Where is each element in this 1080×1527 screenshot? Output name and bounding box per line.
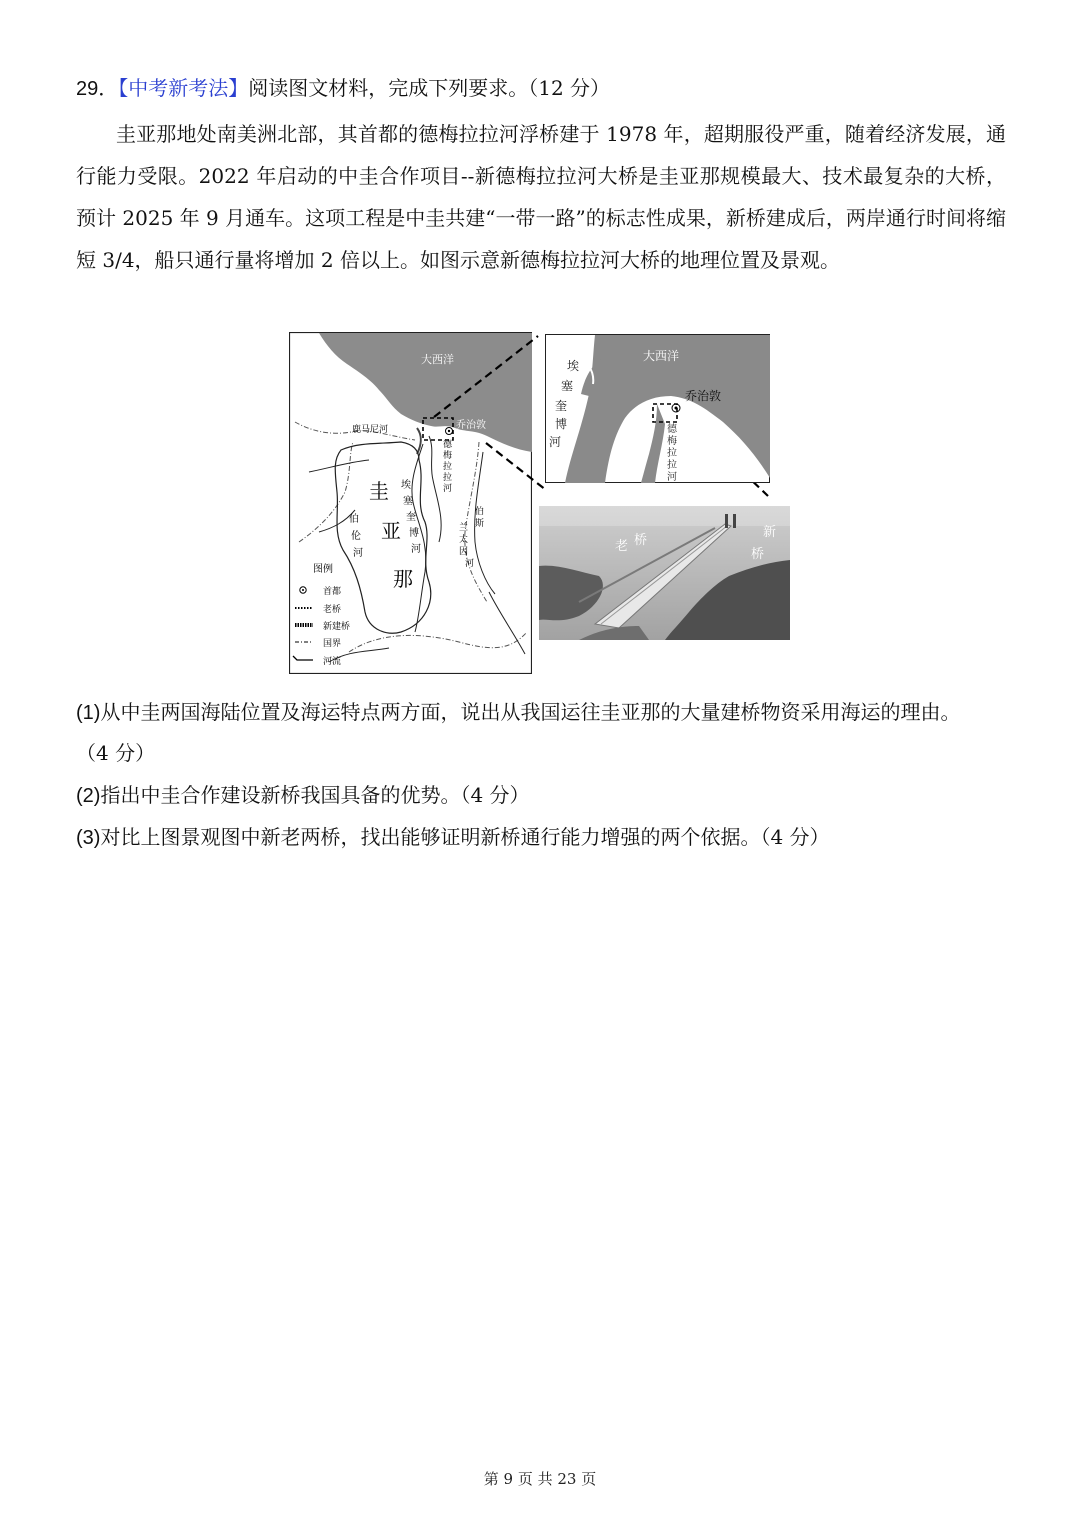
sub-question-3-text: 对比上图景观图中新老两桥，找出能够证明新桥通行能力增强的两个依据。（4 分） [100, 825, 830, 849]
question-prompt: 阅读图文材料，完成下列要求。（12 分） [248, 76, 611, 100]
legend-border: 国界 [323, 639, 342, 649]
sub-question-2-number: (2) [76, 785, 101, 807]
map-ocean-label: 大西洋 [421, 353, 454, 366]
svg-text:埃: 埃 [567, 359, 580, 373]
inset-map [545, 334, 770, 483]
legend-old-bridge: 老桥 [323, 605, 342, 615]
svg-text:梅: 梅 [443, 451, 453, 461]
svg-text:奎: 奎 [555, 399, 568, 413]
svg-text:那: 那 [393, 567, 413, 591]
svg-text:奎: 奎 [406, 512, 416, 523]
svg-text:博: 博 [555, 417, 568, 431]
svg-text:老: 老 [615, 539, 629, 554]
inset-ocean-label: 大西洋 [643, 349, 680, 363]
svg-text:圭: 圭 [369, 479, 389, 503]
svg-text:塞: 塞 [403, 496, 413, 507]
inset-capital-label: 乔治敦 [685, 389, 722, 403]
inset-demerara-label [667, 422, 678, 483]
svg-text:亚: 亚 [381, 519, 401, 543]
bridge-photo [539, 506, 790, 640]
legend-capital: 首都 [323, 587, 342, 597]
sub-question-1-score: （4 分） [76, 741, 156, 765]
svg-text:埃: 埃 [401, 480, 411, 491]
sub-question-1 [76, 698, 960, 727]
svg-text:河: 河 [411, 544, 421, 555]
svg-text:桥: 桥 [751, 547, 765, 562]
svg-text:拉: 拉 [443, 473, 453, 483]
svg-text:拉: 拉 [667, 448, 677, 459]
svg-text:斯: 斯 [475, 519, 485, 529]
map-pomeroon-label: 鹿马尼河 [352, 425, 389, 435]
svg-text:河: 河 [465, 559, 475, 569]
page-footer: 第 9 页 共 23 页 [483, 1470, 597, 1488]
svg-text:太: 太 [459, 535, 469, 545]
material-paragraph [76, 113, 1006, 281]
svg-text:河: 河 [443, 484, 453, 494]
question-number: 29． [76, 78, 119, 100]
svg-text:拉: 拉 [667, 460, 677, 471]
sub-question-3-number: (3) [76, 827, 101, 849]
question-header [76, 74, 610, 103]
svg-text:德: 德 [667, 424, 677, 435]
material-text: 圭亚那地处南美洲北部，其首都的德梅拉拉河浮桥建于 1978 年，超期服役严重，随着经济发展，通行能力受限。2022 年启动的中圭合作项目--新德梅拉拉河大桥是圭亚那规模最大、技术最复杂的大桥，预计 2025 年 9 月通车。这项工程是中圭共建“一带一路”的标志性成果，新桥建成后，两岸通行时间将缩短 3/4，船只通行量将增加 2 倍以上。如图示意新德梅拉拉河大桥的地理位置及景观。 [76, 122, 1006, 272]
svg-text:河: 河 [353, 548, 363, 559]
sub-question-2 [76, 781, 530, 810]
legend-new-bridge: 新建桥 [323, 622, 351, 632]
map-capital-label: 乔治敦 [456, 420, 486, 431]
svg-text:伯: 伯 [349, 514, 359, 525]
svg-text:梅: 梅 [667, 436, 677, 447]
svg-text:拉: 拉 [443, 462, 453, 472]
svg-text:兰: 兰 [459, 523, 469, 533]
svg-text:塞: 塞 [561, 379, 574, 393]
legend-title: 图例 [313, 564, 333, 575]
svg-text:因: 因 [459, 547, 469, 557]
legend-river: 河流 [323, 657, 342, 667]
svg-text:新: 新 [763, 525, 777, 540]
svg-text:伯: 伯 [475, 507, 485, 517]
svg-text:桥: 桥 [634, 533, 648, 548]
sub-question-1-text: 从中圭两国海陆位置及海运特点两方面，说出从我国运往圭亚那的大量建桥物资采用海运的理由。 [100, 700, 961, 724]
sub-question-2-text: 指出中圭合作建设新桥我国具备的优势。（4 分） [100, 783, 530, 807]
question-tag: 【中考新考法】 [118, 76, 249, 100]
sub-question-3 [76, 823, 830, 852]
sub-question-1-number: (1) [76, 702, 101, 724]
svg-text:德: 德 [443, 440, 453, 450]
svg-text:伦: 伦 [351, 531, 361, 542]
svg-text:河: 河 [549, 435, 562, 449]
svg-text:博: 博 [409, 528, 419, 539]
svg-text:河: 河 [667, 472, 677, 483]
